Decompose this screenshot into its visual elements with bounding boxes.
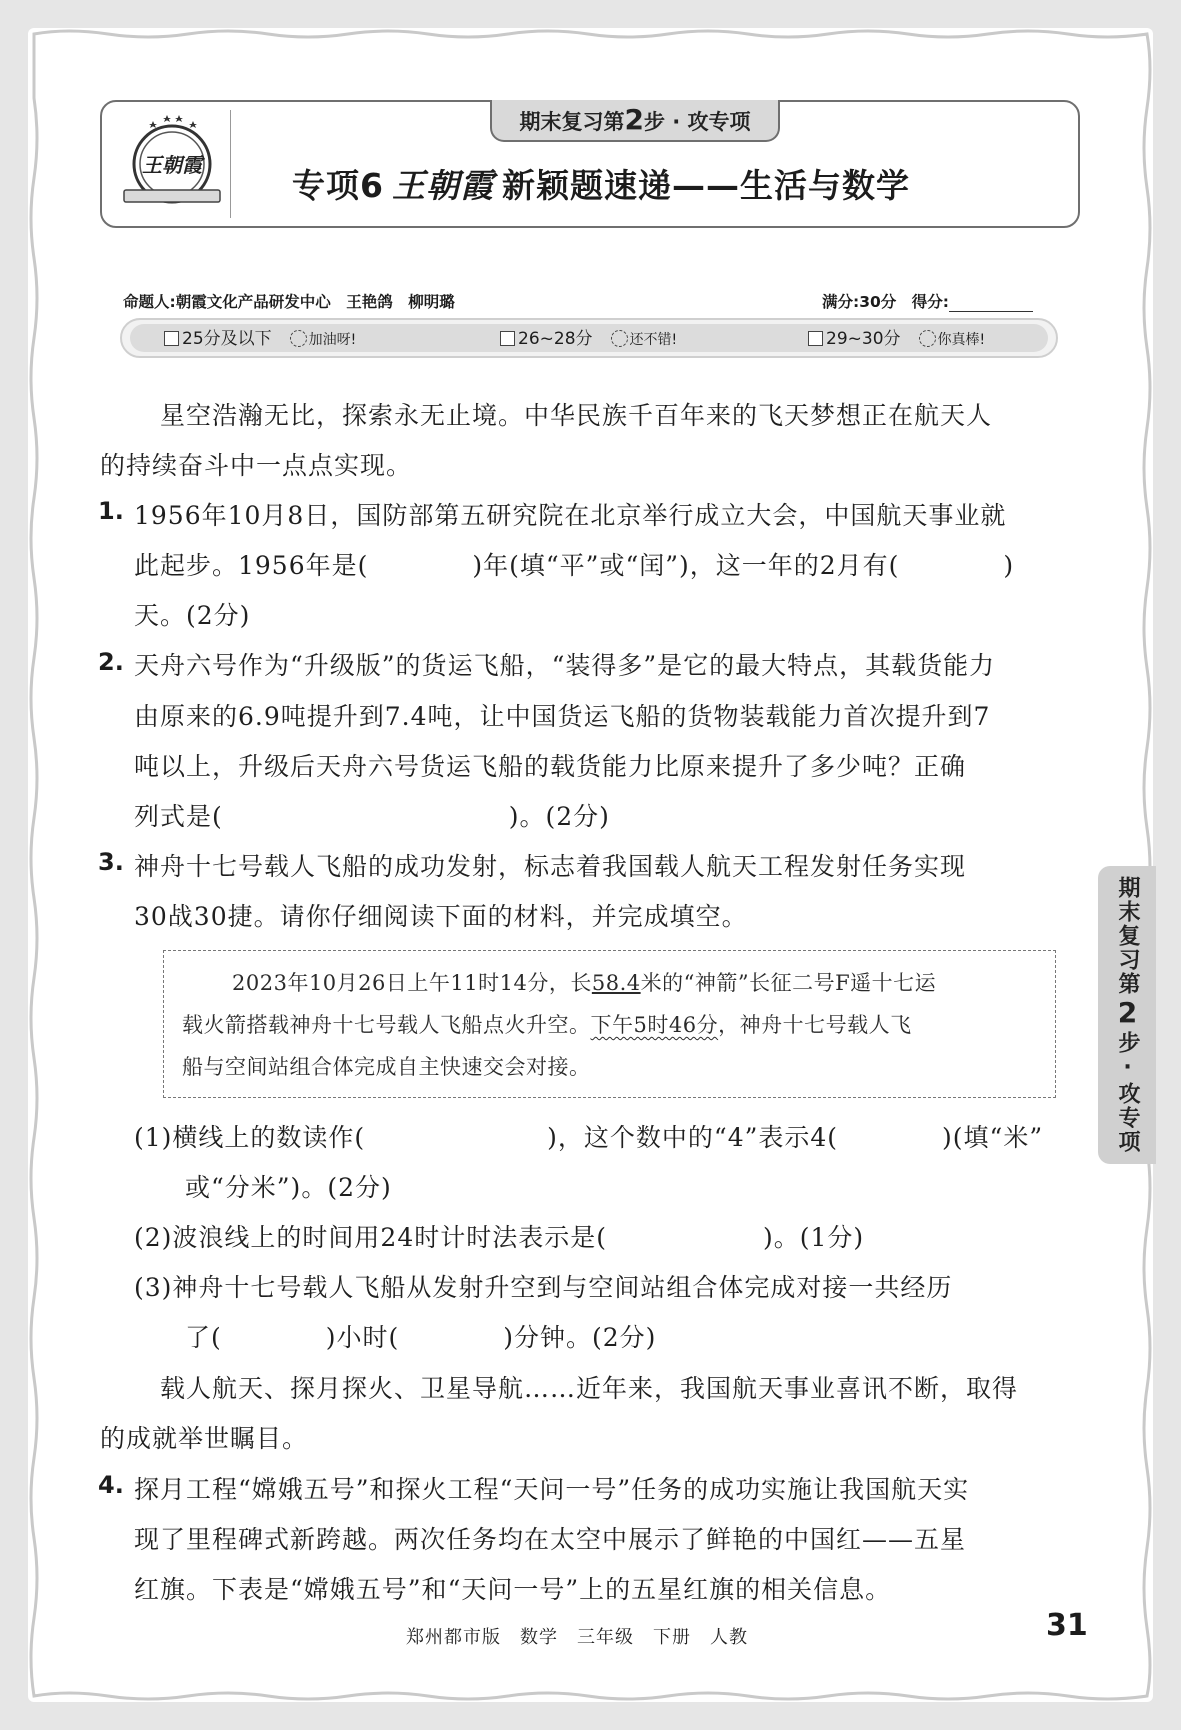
question-text: 现了里程碑式新跨越。两次任务均在太空中展示了鲜艳的中国红——五星 bbox=[134, 1525, 967, 1554]
question-number: 4. bbox=[98, 1471, 124, 1499]
rating-praise: 还不错! bbox=[629, 332, 678, 348]
footer-edition: 郑州都市版 数学 三年级 下册 人教 bbox=[406, 1627, 748, 1648]
question-text: 30战30捷。请你仔细阅读下面的材料，并完成填空。 bbox=[134, 902, 748, 931]
question-text: 1956年10月8日，国防部第五研究院在北京举行成立大会，中国航天事业就 bbox=[134, 501, 1007, 530]
reading-material-box bbox=[163, 950, 1056, 1098]
question-text: 神舟十七号载人飞船的成功发射，标志着我国载人航天工程发射任务实现 bbox=[134, 852, 967, 881]
side-tab-prefix: 期末复习第 bbox=[1115, 876, 1140, 996]
material-line: 船与空间站组合体完成自主快速交会对接。 bbox=[182, 1055, 591, 1079]
question-number: 1. bbox=[98, 497, 124, 525]
question-number: 2. bbox=[98, 648, 124, 676]
page-number: 31 bbox=[1046, 1608, 1088, 1643]
title-section: 专项6 bbox=[292, 166, 384, 205]
rating-praise: 加油呀! bbox=[308, 332, 357, 348]
intro-paragraph-line: 载人航天、探月探火、卫星导航……近年来，我国航天事业喜讯不断，取得 bbox=[160, 1374, 1019, 1403]
underlined-number: 58.4 bbox=[591, 971, 641, 995]
question-text: 探月工程“嫦娥五号”和探火工程“天问一号”任务的成功实施让我国航天实 bbox=[134, 1475, 970, 1504]
author-line: 命题人:朝霞文化产品研发中心 王艳鸽 柳明璐 bbox=[123, 293, 455, 311]
smiley-icon bbox=[919, 330, 936, 347]
checkbox[interactable] bbox=[500, 331, 515, 346]
logo-divider bbox=[230, 110, 231, 218]
material-text: 米的“神箭”长征二号F遥十七运 bbox=[640, 971, 937, 995]
checkbox[interactable] bbox=[808, 331, 823, 346]
rating-range: 25分及以下 bbox=[182, 329, 272, 349]
smiley-icon bbox=[611, 330, 628, 347]
material-text: 2023年10月26日上午11时14分，长 bbox=[232, 971, 592, 995]
subquestion-text: (3)神舟十七号载人飞船从发射升空到与空间站组合体完成对接一共经历 bbox=[134, 1273, 953, 1302]
wavy-underlined-time: 下午5时46分 bbox=[590, 1013, 719, 1037]
title-brand: 王朝霞 bbox=[391, 166, 494, 205]
side-tab-suffix: 步·攻专项 bbox=[1115, 1031, 1140, 1154]
question-text: 由原来的6.9吨提升到7.4吨，让中国货运飞船的货物装载能力首次提升到7 bbox=[134, 702, 991, 731]
step-tab-prefix: 期末复习第 bbox=[519, 110, 625, 134]
self-rating-bar bbox=[120, 318, 1058, 358]
subquestion-text: 或“分米”)。(2分) bbox=[185, 1173, 392, 1202]
svg-text:王朝霞: 王朝霞 bbox=[142, 153, 202, 177]
question-text: 吨以上，升级后天舟六号货运飞船的载货能力比原来提升了多少吨？正确 bbox=[134, 752, 967, 781]
question-text: 天。(2分) bbox=[134, 601, 251, 630]
page-title bbox=[292, 160, 910, 207]
step-tab-number: 2 bbox=[624, 103, 644, 136]
material-text: 载火箭搭载神舟十七号载人飞船点火升空。 bbox=[182, 1013, 591, 1037]
rating-option-3[interactable] bbox=[808, 324, 985, 349]
step-tab bbox=[490, 100, 780, 142]
title-topic: 新颖题速递——生活与数学 bbox=[501, 166, 910, 205]
subquestion-text: 了( )小时( )分钟。(2分) bbox=[185, 1323, 657, 1352]
question-text: 此起步。1956年是( )年(填“平”或“闰”)，这一年的2月有( ) bbox=[134, 551, 1015, 580]
score-label: 满分:30分 得分: bbox=[822, 293, 949, 311]
intro-paragraph-line: 的成就举世瞩目。 bbox=[100, 1424, 309, 1453]
question-number: 3. bbox=[98, 848, 124, 876]
rating-option-1[interactable] bbox=[164, 324, 356, 349]
rating-range: 26~28分 bbox=[518, 329, 593, 349]
rating-praise: 你真棒! bbox=[937, 332, 986, 348]
question-text: 列式是( )。(2分) bbox=[134, 802, 610, 831]
subquestion-text: (1)横线上的数读作( )，这个数中的“4”表示4( )(填“米” bbox=[134, 1123, 1044, 1152]
step-tab-suffix: 步 · 攻专项 bbox=[643, 110, 751, 134]
question-text: 红旗。下表是“嫦娥五号”和“天问一号”上的五星红旗的相关信息。 bbox=[134, 1575, 892, 1604]
side-tab-number: 2 bbox=[1111, 996, 1144, 1031]
brand-seal-logo bbox=[116, 110, 228, 218]
intro-paragraph-line: 星空浩瀚无比，探索永无止境。中华民族千百年来的飞天梦想正在航天人 bbox=[160, 401, 993, 430]
material-text: ，神舟十七号载人飞 bbox=[718, 1013, 912, 1037]
material-line bbox=[182, 1009, 912, 1039]
side-tab bbox=[1098, 866, 1156, 1164]
rating-range: 29~30分 bbox=[826, 329, 901, 349]
header-banner bbox=[100, 100, 1080, 228]
score-blank[interactable] bbox=[949, 294, 1033, 312]
rating-option-2[interactable] bbox=[500, 324, 677, 349]
score-line bbox=[822, 290, 1033, 312]
intro-paragraph-line: 的持续奋斗中一点点实现。 bbox=[100, 451, 413, 480]
smiley-icon bbox=[290, 330, 307, 347]
subquestion-text: (2)波浪线上的时间用24时计时法表示是( )。(1分) bbox=[134, 1223, 865, 1252]
question-text: 天舟六号作为“升级版”的货运飞船，“装得多”是它的最大特点，其载货能力 bbox=[134, 651, 996, 680]
checkbox[interactable] bbox=[164, 331, 179, 346]
material-line bbox=[232, 967, 936, 997]
